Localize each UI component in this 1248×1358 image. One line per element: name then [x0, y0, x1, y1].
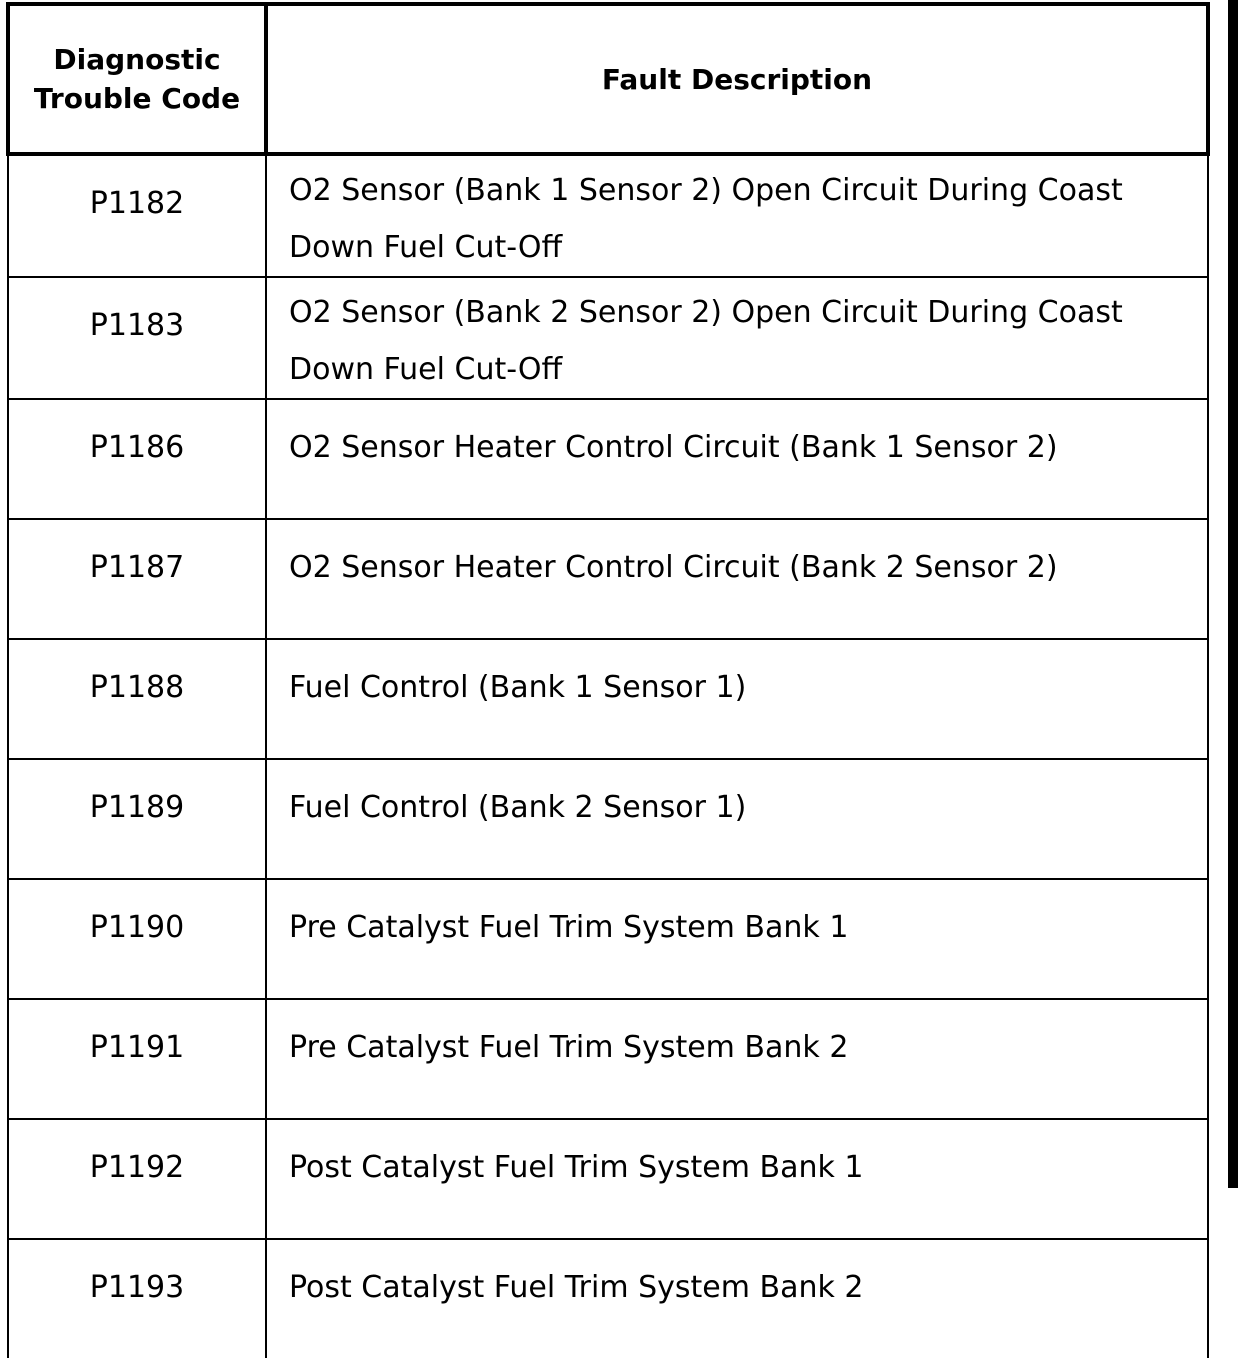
row-code: P1183 [8, 277, 266, 399]
table-row [8, 519, 1208, 639]
row-description-line2: Down Fuel Cut-Off [289, 230, 563, 265]
table-row [8, 277, 1208, 399]
row-description-line1: O2 Sensor (Bank 2 Sensor 2) Open Circuit During Coast [289, 295, 1123, 330]
row-code: P1192 [8, 1119, 266, 1239]
row-code: P1190 [8, 879, 266, 999]
table-row [8, 639, 1208, 759]
row-description [266, 154, 1208, 277]
row-code: P1186 [8, 399, 266, 519]
table-header [8, 4, 1208, 154]
header-code-line2: Trouble Code [33, 82, 241, 115]
row-description: O2 Sensor Heater Control Circuit (Bank 1 Sensor 2) [266, 399, 1208, 519]
dtc-table [6, 2, 1210, 1358]
header-row [8, 4, 1208, 154]
row-description: O2 Sensor Heater Control Circuit (Bank 2 Sensor 2) [266, 519, 1208, 639]
table-row [8, 759, 1208, 879]
row-description: Post Catalyst Fuel Trim System Bank 1 [266, 1119, 1208, 1239]
table-body [8, 154, 1208, 1358]
row-code: P1189 [8, 759, 266, 879]
table-row [8, 999, 1208, 1119]
row-description-line1: O2 Sensor (Bank 1 Sensor 2) Open Circuit During Coast [289, 173, 1123, 208]
table-row [8, 154, 1208, 277]
row-description: Post Catalyst Fuel Trim System Bank 2 [266, 1239, 1208, 1358]
row-description: Fuel Control (Bank 2 Sensor 1) [266, 759, 1208, 879]
row-code: P1191 [8, 999, 266, 1119]
row-description: Pre Catalyst Fuel Trim System Bank 2 [266, 999, 1208, 1119]
table-row [8, 1239, 1208, 1358]
table-row [8, 879, 1208, 999]
row-code: P1188 [8, 639, 266, 759]
header-trouble-code [8, 4, 266, 154]
header-fault-description: Fault Description [266, 4, 1208, 154]
table-row [8, 399, 1208, 519]
right-border-bar [1228, 0, 1238, 1188]
row-description-line2: Down Fuel Cut-Off [289, 352, 563, 387]
header-code-line1: Diagnostic [53, 43, 221, 76]
row-code: P1182 [8, 154, 266, 277]
row-description: Fuel Control (Bank 1 Sensor 1) [266, 639, 1208, 759]
row-code: P1187 [8, 519, 266, 639]
row-description [266, 277, 1208, 399]
row-code: P1193 [8, 1239, 266, 1358]
table-row [8, 1119, 1208, 1239]
row-description: Pre Catalyst Fuel Trim System Bank 1 [266, 879, 1208, 999]
